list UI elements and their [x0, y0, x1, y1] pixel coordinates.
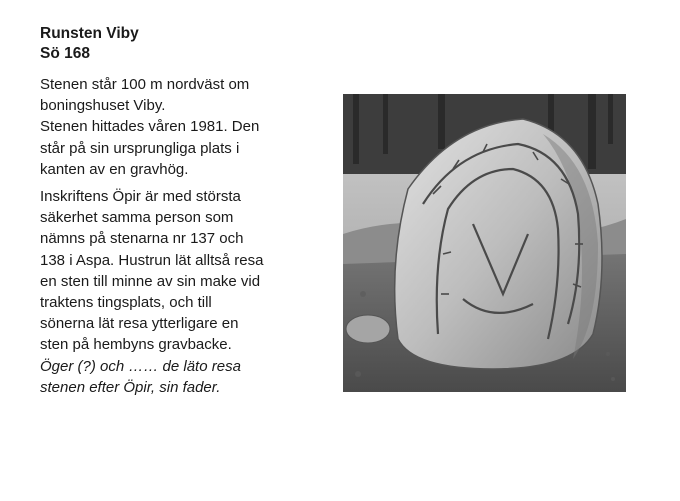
title-block — [40, 24, 139, 64]
paragraph-inscription: Inskriftens Öpir är med största säkerhet samma person som nämns på stenarna nr 137 och 138 i Aspa. Hustrun lät alltså resa en sten till minne av sin make vid traktens tingsplats, och till sönerna lät resa ytterligare en sten på hembyns gravbacke. — [40, 188, 264, 354]
body-text — [40, 74, 340, 404]
stone-id: Sö 168 — [40, 45, 90, 62]
paragraph-location: Stenen står 100 m nordväst om boningshuset Viby. — [40, 76, 250, 115]
paragraph-discovery: Stenen hittades våren 1981. Den står på sin ursprungliga plats i kanten av en gravhög. — [40, 118, 260, 178]
runestone-image — [343, 94, 626, 392]
page-title: Runsten Viby — [40, 25, 139, 42]
runestone-photo — [343, 94, 626, 392]
inscription-quote: Öger (?) och …… de läto resa stenen efter Öpir, sin fader. — [40, 357, 241, 396]
